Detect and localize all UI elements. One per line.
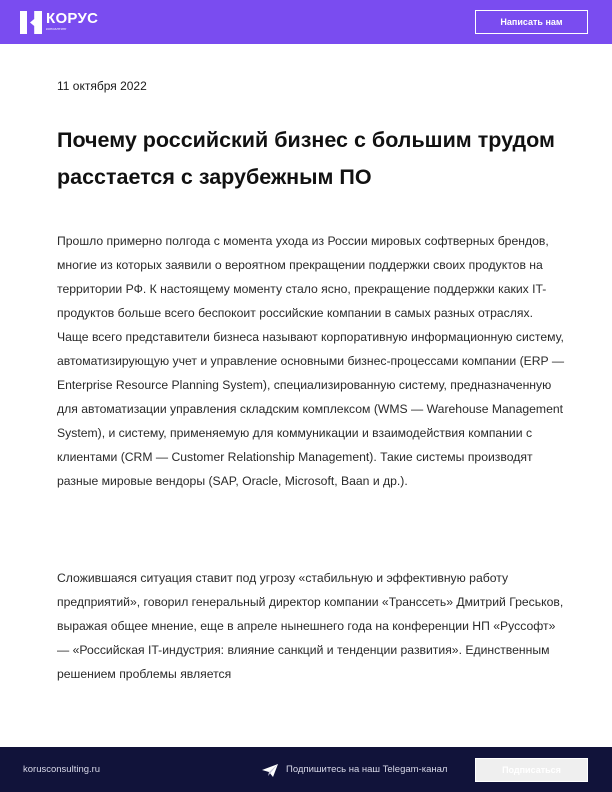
- article-date: 11 октября 2022: [57, 79, 147, 93]
- write-us-button[interactable]: Написать нам: [475, 10, 588, 34]
- article-paragraph: Прошло примерно полгода с момента ухода из России мировых софтверных брендов, многие из которых заявили о вероятном прекращении поддержки своих продуктов на территории РФ. К настоящему моменту стало ясно, прекращение поддержки каких IT-продуктов больше всего беспокоит российские компании в самых разных отраслях. Чаще всего представители бизнеса называют корпоративную информационную систему, автоматизирующую учет и управление основными бизнес-процессами компании (ERP — Enterprise Resource Planning System), специализированную систему, предназначенную для автоматизации управления складским комплексом (WMS — Warehouse Management System), и систему, применяемую для коммуникации и взаимодействия компании с клиентами (CRM — Customer Relationship Management). Такие системы производят разные мировые вендоры (SAP, Oracle, Microsoft, Baan и др.).: [57, 234, 565, 488]
- site-link[interactable]: korusconsulting.ru: [23, 764, 101, 775]
- header: [0, 0, 612, 44]
- subscribe-button[interactable]: Подписаться: [475, 758, 588, 782]
- article-paragraph: Сложившаяся ситуация ставит под угрозу «стабильную и эффективную работу предприятий», говорил генеральный директор компании «Транссеть» Дмитрий Греськов, выражая общее мнение, еще в апреле нынешнего года на конференции НП «Руссофт» — «Российская IT-индустрия: влияние санкций и тенденции развития». Единственным решением проблемы является: [57, 571, 564, 681]
- logo-mark-icon: [20, 11, 42, 34]
- telegram-icon: [262, 764, 278, 777]
- telegram-subscribe-text: Подпишитесь на наш Telegam-канал: [286, 764, 448, 775]
- logo[interactable]: [20, 11, 98, 34]
- footer: [0, 747, 612, 792]
- logo-subtitle: консалтинг: [46, 26, 67, 31]
- logo-name: КОРУС: [46, 10, 99, 27]
- article-title: Почему российский бизнес с большим трудом расстается с зарубежным ПО: [57, 128, 555, 189]
